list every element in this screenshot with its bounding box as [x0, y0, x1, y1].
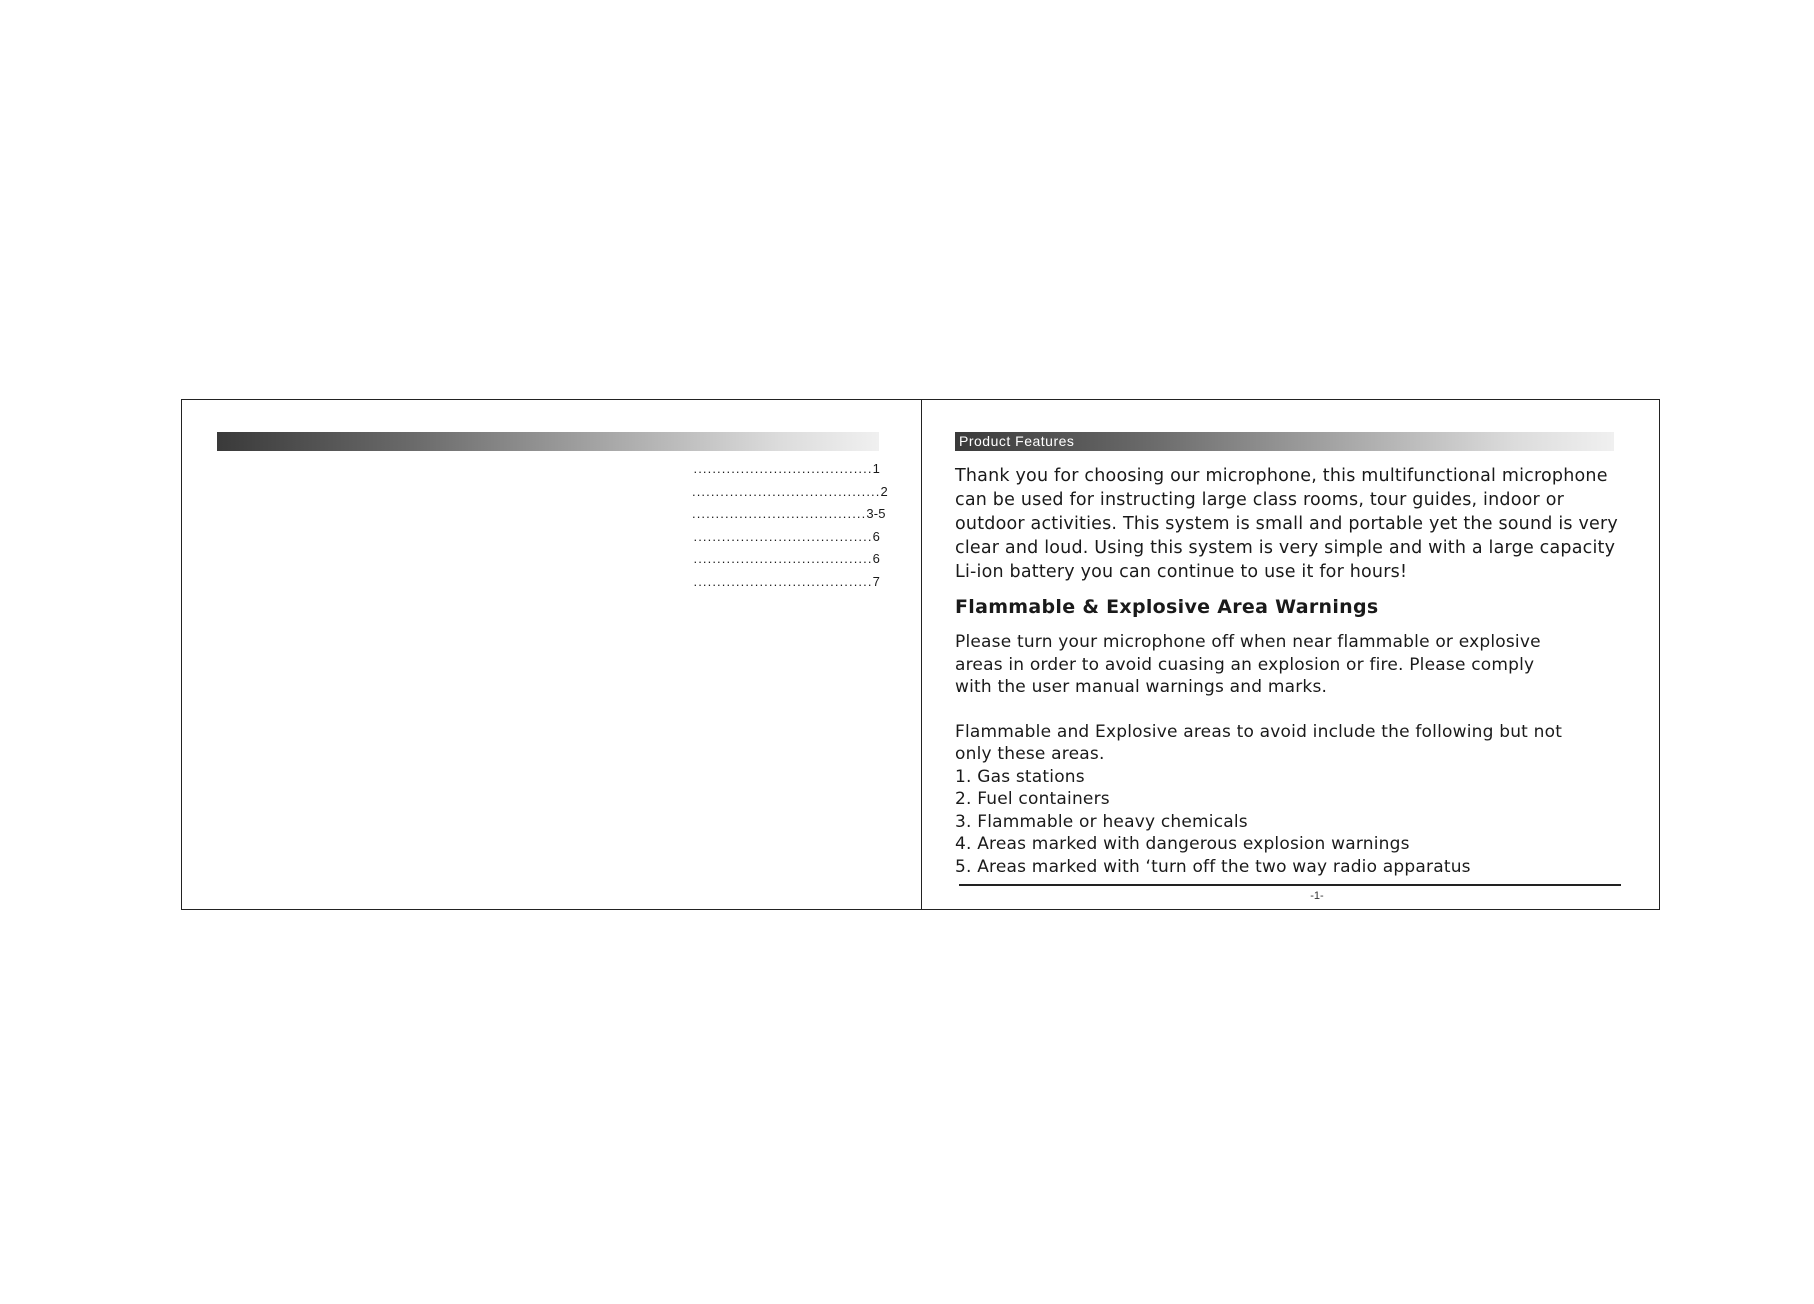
toc-entry: ......................................6	[693, 551, 880, 567]
page-divider	[921, 400, 922, 909]
manual-spread	[181, 399, 1660, 910]
warning-heading: Flammable & Explosive Area Warnings	[955, 596, 1379, 618]
page-number: -1-	[1310, 890, 1324, 902]
toc-entry: ......................................7	[693, 573, 880, 589]
left-header-bar	[217, 432, 879, 451]
areas-paragraph: Flammable and Explosive areas to avoid include the following but not only these areas.	[955, 721, 1563, 764]
list-item: 4. Areas marked with dangerous explosion warnings	[955, 834, 1410, 854]
toc-entry: ......................................6	[693, 528, 880, 544]
toc-entry: ......................................1	[693, 461, 880, 476]
section-header-bar	[955, 432, 1614, 451]
right-page-content	[955, 464, 1635, 878]
table-of-contents	[692, 458, 888, 594]
list-item: 2. Fuel containers	[955, 789, 1110, 809]
warning-paragraph: Please turn your microphone off when near flammable or explosive areas in order to avoid cuasing an explosion or fire. Please comply with the user manual warnings and marks.	[955, 632, 1541, 697]
areas-list	[955, 766, 1635, 879]
footer-rule	[959, 884, 1621, 886]
list-item: 3. Flammable or heavy chemicals	[955, 811, 1248, 832]
list-item: 1. Gas stations	[955, 766, 1085, 787]
toc-entry: .....................................3-5	[692, 506, 886, 522]
section-label: Product Features	[959, 433, 1075, 449]
toc-entry: ........................................2	[692, 483, 888, 499]
list-item: 5. Areas marked with ‘turn off the two way radio apparatus	[955, 856, 1471, 877]
intro-paragraph: Thank you for choosing our microphone, this multifunctional microphone can be used for instructing large class rooms, tour guides, indoor or outdoor activities. This system is small and portable yet the sound is very clear and loud. Using this system is very simple and with a large capacity Li-ion battery you can continue to use it for hours!	[955, 466, 1618, 582]
